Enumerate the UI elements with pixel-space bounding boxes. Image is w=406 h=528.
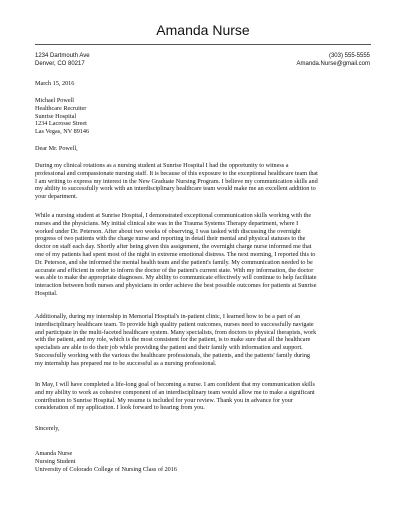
paragraph-line: with the patient, and my role, which is the most consistent for the patient, is to make sure that all the healthcare xyxy=(35,336,311,344)
paragraph-line: consideration of my application. I look forward to hearing from you. xyxy=(35,404,205,412)
signature-block xyxy=(35,450,373,473)
salutation: Dear Mr. Powell, xyxy=(35,145,78,152)
paragraph-line: interdisciplinary healthcare team. To provide high quality patient outcomes, nurses need to successfully navigate xyxy=(35,320,314,328)
paragraph-line: interaction between both nurses and physicians in order achieve the best possible outcomes for patients at Sunrise xyxy=(35,282,317,290)
paragraph-line: professional and compassionate nursing staff. It is because of this exposure to the exceptional healthcare team that xyxy=(35,169,318,177)
paragraph-line: one of my patients had spent most of the night in extreme emotional distress. The next morning, I reported this to xyxy=(35,250,316,258)
address-line: Denver, CO 80217 xyxy=(35,61,85,67)
recipient-line: Las Vegas, NV 89146 xyxy=(35,128,90,136)
header-divider xyxy=(35,44,371,45)
paragraph-line: worked under Dr. Peterson. After about two weeks of observing, I was tasked with discussing the overnight xyxy=(35,227,301,235)
email-address: Amanda.Nurse@gmail.com xyxy=(296,61,370,67)
paragraph-line: Dr. Peterson, and she informed the mental health team and the patient's family. My communication needed to be xyxy=(35,258,313,266)
phone-number: (303) 555-5555 xyxy=(328,53,370,59)
paragraph-line: I am writing to express my interest in the New Graduate Nursing Program. I believe my communication skills and xyxy=(35,177,318,185)
paragraph-line: and participate in the multi-faceted healthcare system. Many specialists, from doctors to physical therapists, work xyxy=(35,328,317,336)
recipient-line: Healthcare Recruiter xyxy=(35,104,87,112)
paragraph-4 xyxy=(35,381,373,412)
sender-address xyxy=(35,52,90,68)
paragraph-line: progress of two patients with the charge nurse and reporting in detail their mental and physical statuses to the xyxy=(35,235,306,243)
sender-contact xyxy=(297,52,370,68)
signature-line: University of Colorado College of Nursing Class of 2016 xyxy=(35,465,177,473)
paragraph-2 xyxy=(35,212,373,298)
paragraph-line: specialists are able to do their job while providing the patient and their family with information and support. xyxy=(35,344,303,352)
recipient-line: Sunrise Hospital xyxy=(35,112,77,120)
recipient-block xyxy=(35,97,373,136)
signature-line: Nursing Student xyxy=(35,457,76,465)
closing: Sincerely, xyxy=(35,425,60,432)
paragraph-line: nurses and the physicians. My initial clinical site was in the Trauma Systems Therapy department, where I xyxy=(35,219,299,227)
recipient-line: 1234 Lacrosse Street xyxy=(35,120,87,128)
paragraph-line: my internship has prepared me to be successful as a nursing professional. xyxy=(35,359,217,367)
paragraph-line: contribution to Sunrise Hospital. My resume is included for your review. Thank you in advance for your xyxy=(35,396,293,404)
address-line: 1234 Dartmouth Ave xyxy=(35,53,90,59)
paragraph-line: Successfully working with the various the healthcare professionals, the patients, and the patients' family during xyxy=(35,351,311,359)
paragraph-line: your department. xyxy=(35,193,78,201)
paragraph-line: While a nursing student at Sunrise Hospital, I demonstrated exceptional communication skills working with the xyxy=(35,212,312,219)
paragraph-line: In May, I will have completed a life-long goal of becoming a nurse. I am confident that my communication skills xyxy=(35,381,315,388)
paragraph-line: doctor on staff each day. Shortly after being given this assignment, the overnight charge nurse informed me that xyxy=(35,243,312,251)
letter-date: March 15, 2016 xyxy=(35,80,75,87)
paragraph-line: was able to make the appropriate diagnoses. My ability to communicate effectively will continue to help facilitate xyxy=(35,274,317,282)
paragraph-line: Additionally, during my internship in Memorial Hospital's in-patient clinic, I learned how to be a part of an xyxy=(35,313,301,320)
recipient-line: Michael Powell xyxy=(35,97,75,104)
paragraph-line: and my ability to work as cohesive component of an interdisciplinary team would allow me to make a significant xyxy=(35,388,315,396)
paragraph-line: accurate and efficient in order to inform the doctor of the patient's current state. With my information, the doctor xyxy=(35,266,314,274)
paragraph-line: During my clinical rotations as a nursing student at Sunrise Hospital I had the opportunity to witness a xyxy=(35,162,289,169)
paragraph-line: Hospital. xyxy=(35,289,58,297)
paragraph-3 xyxy=(35,313,373,368)
paragraph-line: my ability to successfully work with an interdisciplinary healthcare team would make me an excellent addition to xyxy=(35,185,316,193)
paragraph-1 xyxy=(35,162,373,201)
sender-name: Amanda Nurse xyxy=(156,22,250,38)
signature-line: Amanda Nurse xyxy=(35,450,73,457)
